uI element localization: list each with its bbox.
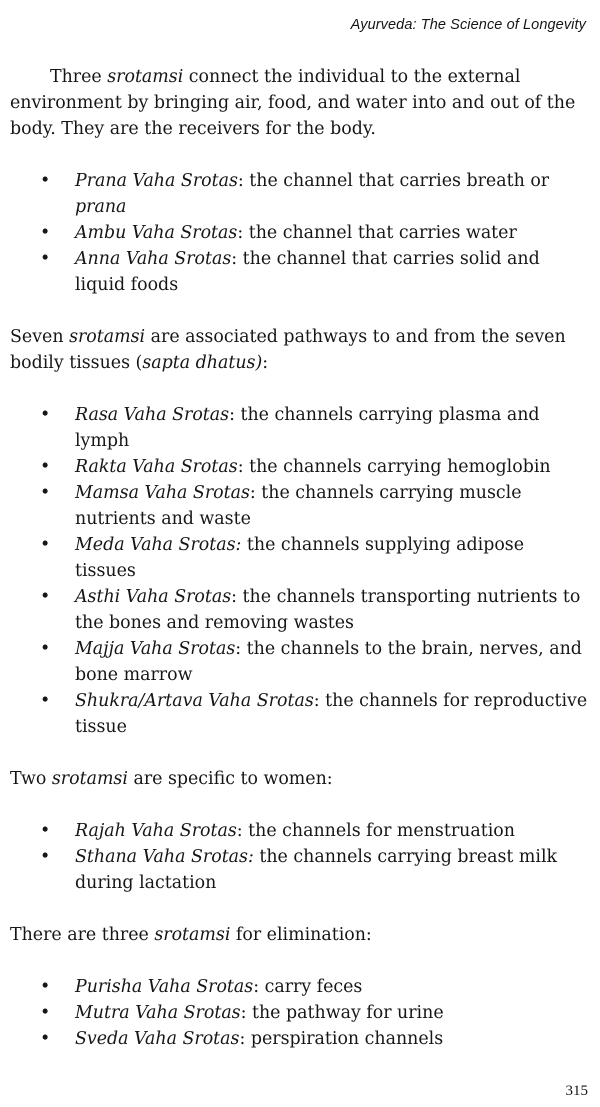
- list-item: • Shukra/Artava Vaha Srotas: the channels for reproductive tissue: [40, 691, 588, 737]
- tissues-list: [10, 402, 590, 740]
- list-item: • Sveda Vaha Srotas: perspiration channels: [40, 1029, 444, 1049]
- list-item: • Sthana Vaha Srotas: the channels carrying breast milk during lactation: [40, 847, 558, 893]
- list-item: • Mamsa Vaha Srotas: the channels carrying muscle nutrients and waste: [40, 483, 522, 529]
- list-item: • Anna Vaha Srotas: the channel that carries solid and liquid foods: [40, 249, 540, 295]
- intro-paragraph: Three srotamsi connect the individual to the external environment by bringing air, food, and water into and out of the body. They are the receivers for the body.: [10, 67, 576, 139]
- list-item: • Prana Vaha Srotas: the channel that carries breath or prana: [40, 171, 550, 217]
- running-head: Ayurveda: The Science of Longevity: [350, 17, 586, 33]
- page-number: 315: [565, 1083, 588, 1099]
- women-list: [10, 818, 590, 896]
- tissues-intro-paragraph: Seven srotamsi are associated pathways to and from the seven bodily tissues (sapta dhatus):: [10, 327, 566, 373]
- elimination-intro-paragraph: There are three srotamsi for elimination:: [10, 925, 372, 945]
- list-item: • Rakta Vaha Srotas: the channels carrying hemoglobin: [40, 457, 551, 477]
- list-item: • Ambu Vaha Srotas: the channel that carries water: [40, 223, 517, 243]
- list-item: • Purisha Vaha Srotas: carry feces: [40, 977, 363, 997]
- list-item: • Asthi Vaha Srotas: the channels transporting nutrients to the bones and removing wastes: [40, 587, 581, 633]
- receivers-list: [10, 168, 590, 298]
- list-item: • Mutra Vaha Srotas: the pathway for urine: [40, 1003, 444, 1023]
- list-item: • Meda Vaha Srotas: the channels supplying adipose tissues: [40, 535, 525, 581]
- women-intro-paragraph: Two srotamsi are specific to women:: [10, 769, 333, 789]
- list-item: • Majja Vaha Srotas: the channels to the brain, nerves, and bone marrow: [40, 639, 582, 685]
- page-body: [10, 64, 590, 1052]
- elimination-list: [10, 974, 590, 1052]
- list-item: • Rasa Vaha Srotas: the channels carrying plasma and lymph: [40, 405, 540, 451]
- list-item: • Rajah Vaha Srotas: the channels for menstruation: [40, 821, 515, 841]
